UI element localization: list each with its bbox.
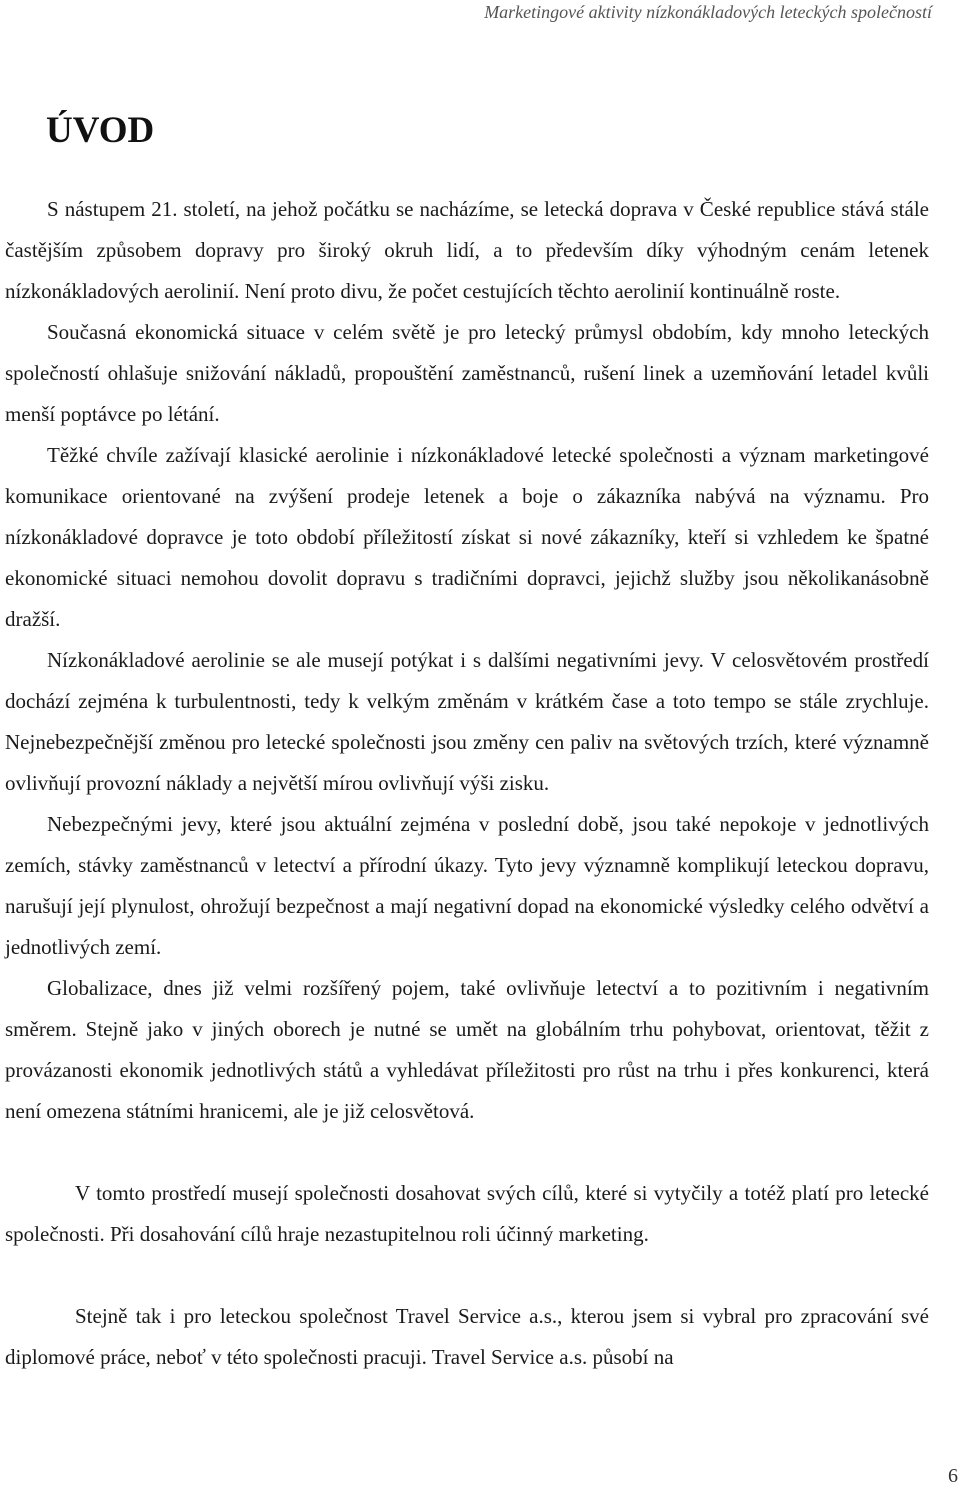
paragraph-7: V tomto prostředí musejí společnosti dosahovat svých cílů, které si vytyčily a totéž platí pro letecké společnosti. Při dosahování cílů hraje nezastupitelnou roli účinný marketing. [5,1181,929,1246]
paragraph-6: Globalizace, dnes již velmi rozšířený pojem, také ovlivňuje letectví a to pozitivním i negativním směrem. Stejně jako v jiných oborech je nutné se umět na globálním trhu pohybovat, orientovat, těžit z provázanosti ekonomik jednotlivých států a vyhledávat příležitosti pro růst na trhu i přes konkurenci, která není omezena státními hranicemi, ale je již celosvětová. [5,976,929,1123]
running-header: Marketingové aktivity nízkonákladových leteckých společností [484,2,932,22]
page-number: 6 [948,1465,958,1487]
paragraph-4: Nízkonákladové aerolinie se ale musejí potýkat i s dalšími negativními jevy. V celosvětovém prostředí dochází zejména k turbulentnosti, tedy k velkým změnám v krátkém čase a toto tempo se stále zrychluje. Nejnebezpečnější změnou pro letecké společnosti jsou změny cen paliv na světových trzích, které významně ovlivňují provozní náklady a největší mírou ovlivňují výši zisku. [5,648,929,795]
body-text [5,189,929,1378]
paragraph-5: Nebezpečnými jevy, které jsou aktuální zejména v poslední době, jsou také nepokoje v jednotlivých zemích, stávky zaměstnanců v letectví a přírodní úkazy. Tyto jevy významně komplikují leteckou dopravu, narušují její plynulost, ohrožují bezpečnost a mají negativní dopad na ekonomické výsledky celého odvětví a jednotlivých zemí. [5,812,929,959]
paragraph-3: Těžké chvíle zažívají klasické aerolinie i nízkonákladové letecké společnosti a význam marketingové komunikace orientované na zvýšení prodeje letenek a boje o zákazníka nabývá na významu. Pro nízkonákladové dopravce je toto období příležitostí získat si nové zákazníky, kteří si vzhledem ke špatné ekonomické situaci nemohou dovolit dopravu s tradičními dopravci, jejichž služby jsou několikanásobně dražší. [5,443,929,631]
section-heading: ÚVOD [46,110,155,151]
paragraph-1: S nástupem 21. století, na jehož počátku se nacházíme, se letecká doprava v České republice stává stále častějším způsobem dopravy pro široký okruh lidí, a to především díky výhodným cenám letenek nízkonákladových aerolinií. Není proto divu, že počet cestujících těchto aerolinií kontinuálně roste. [5,197,929,303]
paragraph-8: Stejně tak i pro leteckou společnost Travel Service a.s., kterou jsem si vybral pro zpracování své diplomové práce, neboť v této společnosti pracuji. Travel Service a.s. působí na [5,1304,929,1369]
paragraph-2: Současná ekonomická situace v celém světě je pro letecký průmysl obdobím, kdy mnoho leteckých společností ohlašuje snižování nákladů, propouštění zaměstnanců, rušení linek a uzemňování letadel kvůli menší poptávce po létání. [5,320,929,426]
